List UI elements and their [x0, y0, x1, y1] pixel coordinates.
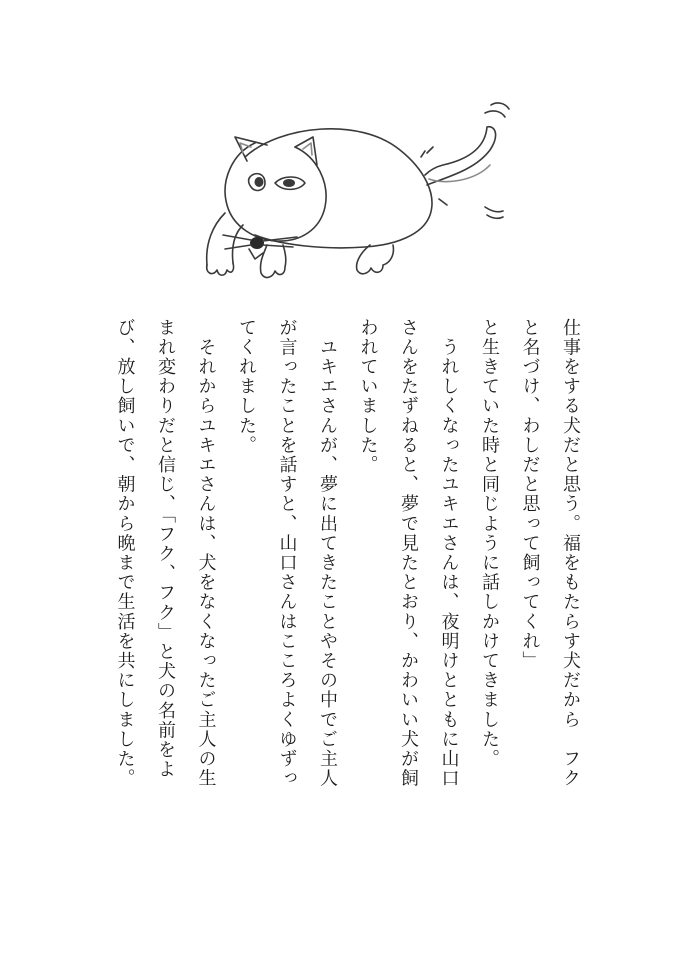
- story-line: 仕事をする犬だと思う。福をもたらす犬だから フク: [560, 318, 581, 789]
- fox-dog-sketch-icon: [185, 95, 525, 295]
- story-text: [105, 318, 590, 788]
- story-line: われていました。: [357, 318, 379, 475]
- story-line: と生きていた時と同じように話しかけてきました。: [479, 318, 500, 769]
- story-line: が言ったことを話すと、山口さんはこころよくゆずっ: [276, 318, 298, 789]
- story-line: ユキエさんが、夢に出てきたことやその中でご主人: [317, 318, 338, 789]
- story-line: と名づけ、わしだと思って飼ってくれ」: [519, 318, 541, 671]
- story-line: それからユキエさんは、犬をなくなったご主人の生: [195, 318, 217, 789]
- story-line: まれ変わりだと信じ、「フク、フク」と犬の名前をよ: [155, 318, 176, 780]
- dog-illustration: [185, 95, 525, 295]
- story-line: さんをたずねると、夢で見たとおり、かわいい犬が飼: [398, 318, 419, 789]
- story-line: うれしくなったユキエさんは、夜明けとともに山口: [438, 318, 460, 789]
- story-line: てくれました。: [236, 318, 257, 456]
- story-line: び、放し飼いで、朝から晩まで生活を共にしました。: [114, 318, 136, 789]
